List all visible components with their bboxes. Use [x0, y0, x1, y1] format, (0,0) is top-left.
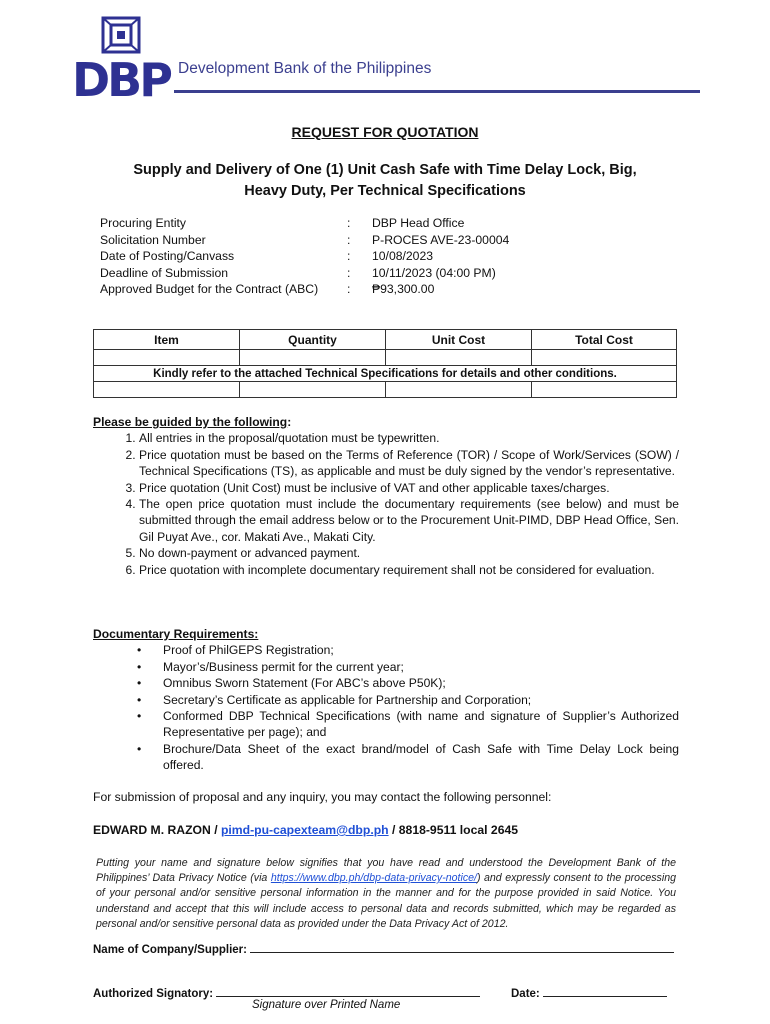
- list-item: 3. Price quotation (Unit Cost) must be inclusive of VAT and other applicable taxes/charges.: [139, 480, 679, 496]
- list-item: 4. The open price quotation must include the documentary requirements (see below) and must be submitted through the email address below or to the Procurement Unit-PIMD, DBP Head Office, Sen. Gil Puyat Ave., cor. Makati Ave., Makati City.: [139, 496, 679, 545]
- requirements-section: [93, 626, 679, 774]
- table-row: [94, 382, 677, 398]
- contact-name: EDWARD M. RAZON /: [93, 823, 218, 837]
- privacy-text-1: Putting your name and signature below signifies that you have read and understood the Development Bank of the Philippines’ Data Privacy Notice (via: [96, 857, 676, 885]
- table-header-row: [94, 330, 677, 350]
- dbp-emblem-icon: [101, 16, 141, 54]
- date-input-line[interactable]: [543, 985, 667, 997]
- info-colon: :: [347, 249, 351, 263]
- info-value: 10/08/2023: [372, 249, 433, 263]
- list-item: • Mayor’s/Business permit for the current year;: [163, 659, 679, 675]
- info-row: [100, 266, 660, 283]
- list-item: 1. All entries in the proposal/quotation must be typewritten.: [139, 430, 679, 446]
- table-cell[interactable]: [386, 382, 532, 398]
- guidelines-heading-colon: :: [287, 415, 292, 429]
- guidelines-list: [93, 430, 679, 578]
- list-item: • Omnibus Sworn Statement (For ABC’s above P50K);: [163, 675, 679, 691]
- header-divider: [174, 90, 700, 93]
- table-cell[interactable]: [532, 382, 677, 398]
- column-header-total-cost: Total Cost: [532, 330, 677, 350]
- quotation-table: [93, 329, 677, 398]
- table-note: Kindly refer to the attached Technical Specifications for details and other conditions.: [94, 366, 677, 382]
- guidelines-heading: [93, 414, 679, 430]
- privacy-notice: [96, 856, 676, 932]
- table-cell[interactable]: [240, 350, 386, 366]
- document-title: REQUEST FOR QUOTATION: [291, 124, 479, 140]
- date-field: [511, 985, 667, 1000]
- company-label: Name of Company/Supplier:: [93, 944, 247, 956]
- list-item: • Proof of PhilGEPS Registration;: [163, 642, 679, 658]
- info-colon: :: [347, 282, 351, 296]
- list-item: 6. Price quotation with incomplete documentary requirement shall not be considered for evaluation.: [139, 562, 679, 578]
- info-colon: :: [347, 265, 351, 280]
- company-input-line[interactable]: [250, 941, 674, 953]
- info-colon: :: [347, 216, 351, 230]
- info-value: P-ROCES AVE-23-00004: [372, 232, 510, 247]
- info-value: ₱93,300.00: [372, 282, 435, 296]
- table-cell[interactable]: [386, 350, 532, 366]
- column-header-item: Item: [94, 330, 240, 350]
- info-label: Deadline of Submission: [100, 265, 229, 280]
- list-item: • Secretary’s Certificate as applicable for Partnership and Corporation;: [163, 692, 679, 708]
- privacy-text-2: ) and expressly consent to the processing of your personal and/or sensitive personal information in the manner and for the purpose provided in said Notice. You understand and accept that this will include access to personal data and records submitted, which may be regarded as personal and/or sensitive personal data as provided under the Data Privacy Act of 2012.: [96, 872, 676, 930]
- info-row: [100, 282, 660, 299]
- logo-wordmark: DBP: [72, 53, 170, 107]
- info-row: [100, 249, 660, 266]
- info-value: 10/11/2023 (04:00 PM): [372, 265, 496, 280]
- info-colon: :: [347, 232, 351, 247]
- list-item: 5. No down-payment or advanced payment.: [139, 545, 679, 561]
- info-label: Date of Posting/Canvass: [100, 249, 235, 263]
- bank-name: Development Bank of the Philippines: [178, 60, 432, 77]
- table-cell[interactable]: [240, 382, 386, 398]
- table-cell[interactable]: [532, 350, 677, 366]
- column-header-quantity: Quantity: [240, 330, 386, 350]
- signatory-label: Authorized Signatory:: [93, 988, 214, 1000]
- info-label: Solicitation Number: [100, 232, 206, 247]
- signatory-field: [93, 985, 480, 1000]
- info-value: DBP Head Office: [372, 216, 465, 230]
- contact-line: [93, 823, 518, 837]
- privacy-notice-link[interactable]: https://www.dbp.ph/dbp-data-privacy-notice/: [270, 872, 477, 885]
- guidelines-section: [93, 414, 679, 578]
- info-label: Procuring Entity: [100, 216, 187, 230]
- table-note-row: [94, 366, 677, 382]
- contact-email-link[interactable]: pimd-pu-capexteam@dbp.ph: [220, 823, 389, 837]
- signature-caption: Signature over Printed Name: [252, 999, 401, 1011]
- subject-line-1: Supply and Delivery of One (1) Unit Cash Safe with Time Delay Lock, Big,: [133, 162, 637, 178]
- requirements-list: [93, 642, 679, 773]
- requirements-heading: Documentary Requirements:: [93, 627, 259, 641]
- table-cell[interactable]: [94, 382, 240, 398]
- signatory-input-line[interactable]: [216, 985, 480, 997]
- list-item: • Brochure/Data Sheet of the exact brand/model of Cash Safe with Time Delay Lock being offered.: [163, 741, 679, 774]
- table-cell[interactable]: [94, 350, 240, 366]
- date-label: Date:: [511, 988, 540, 1000]
- company-field: [93, 941, 674, 956]
- list-item: 2. Price quotation must be based on the Terms of Reference (TOR) / Scope of Work/Services (SOW) / Technical Specifications (TS), as applicable and must be duly signed by the vendor’s representative.: [139, 447, 679, 480]
- info-row: [100, 233, 660, 250]
- contact-phone: / 8818-9511 local 2645: [391, 823, 519, 837]
- list-item: • Conformed DBP Technical Specifications (with name and signature of Supplier’s Authorized Representative per page); and: [163, 708, 679, 741]
- info-label: Approved Budget for the Contract (ABC): [100, 282, 319, 296]
- column-header-unit-cost: Unit Cost: [386, 330, 532, 350]
- submission-text: For submission of proposal and any inquiry, you may contact the following personnel:: [93, 790, 552, 804]
- solicitation-info: [100, 216, 660, 299]
- subject-title: [90, 160, 680, 202]
- subject-line-2: Heavy Duty, Per Technical Specifications: [244, 183, 526, 199]
- table-row: [94, 350, 677, 366]
- guidelines-heading-text: Please be guided by the following: [93, 415, 288, 429]
- info-row: [100, 216, 660, 233]
